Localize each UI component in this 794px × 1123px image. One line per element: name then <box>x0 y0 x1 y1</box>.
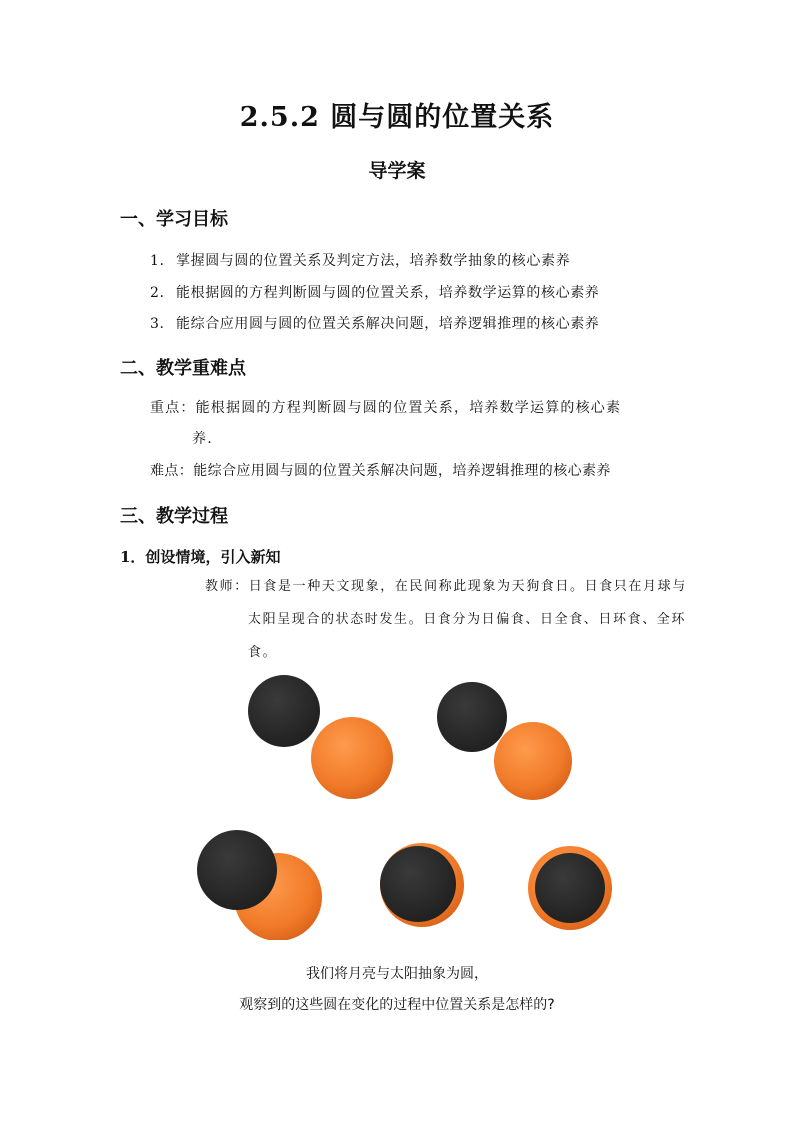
objective-number: 3. <box>150 316 165 332</box>
figure-caption-line-2: 观察到的这些圆在变化的过程中位置关系是怎样的? <box>239 997 555 1013</box>
moon-circle <box>535 853 605 923</box>
key-point-continuation: 养. <box>192 431 213 447</box>
page-subtitle: 导学案 <box>368 160 426 182</box>
moon-circle <box>197 830 277 910</box>
objective-item <box>150 250 570 270</box>
objective-text: 能综合应用圆与圆的位置关系解决问题，培养逻辑推理的核心素养 <box>176 316 600 332</box>
moon-circle <box>248 675 320 747</box>
moon-circle <box>437 682 507 752</box>
eclipse-figure <box>0 660 794 940</box>
key-point-line: 重点：能根据圆的方程判断圆与圆的位置关系，培养数学运算的核心素 <box>150 400 622 416</box>
objective-item <box>150 313 599 333</box>
section-heading-objectives: 一、学习目标 <box>120 209 228 230</box>
teacher-line-3: 食。 <box>248 645 278 660</box>
teacher-line-1: 教师：日食是一种天文现象，在民间称此现象为天狗食日。日食只在月球与 <box>205 579 687 594</box>
section-heading-process: 三、教学过程 <box>120 506 228 527</box>
objective-number: 2. <box>150 285 165 301</box>
difficult-point-line: 难点：能综合应用圆与圆的位置关系解决问题，培养逻辑推理的核心素养 <box>150 463 611 479</box>
figure-caption-line-1: 我们将月亮与太阳抽象为圆， <box>306 966 488 982</box>
objective-text: 掌握圆与圆的位置关系及判定方法，培养数学抽象的核心素养 <box>176 253 571 269</box>
objective-text: 能根据圆的方程判断圆与圆的位置关系，培养数学运算的核心素养 <box>176 285 600 301</box>
moon-circle <box>380 846 456 922</box>
page-title: 2.5.2 圆与圆的位置关系 <box>239 102 555 133</box>
section-heading-key-points: 二、教学重难点 <box>120 358 246 379</box>
objective-number: 1. <box>150 253 165 269</box>
subsection-heading: 1．创设情境，引入新知 <box>120 548 281 566</box>
sun-circle <box>494 722 572 800</box>
sun-circle <box>311 717 393 799</box>
teacher-line-2: 太阳呈现合的状态时发生。日食分为日偏食、日全食、日环食、全环 <box>248 612 687 627</box>
objective-item <box>150 282 599 302</box>
